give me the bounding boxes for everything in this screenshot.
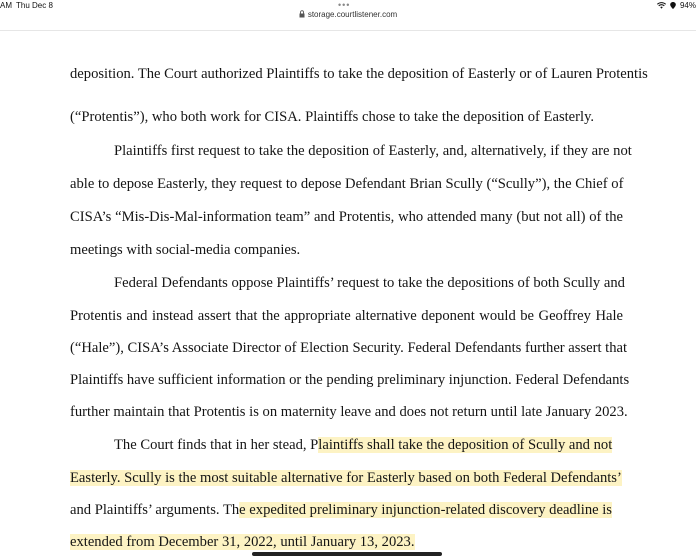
highlighted-line — [70, 468, 623, 488]
plain-text: The Court finds that in her stead, P — [114, 437, 319, 453]
highlight-text: laintiffs shall take the deposition of Scully and not — [318, 437, 613, 453]
home-indicator[interactable] — [252, 552, 442, 556]
lock-icon — [299, 10, 305, 18]
highlighted-line — [70, 435, 623, 455]
highlighted-line — [70, 500, 623, 520]
document-line: able to depose Easterly, they request to depose Defendant Brian Scully (“Scully”), the Chief of — [70, 176, 624, 192]
url-text: storage.courtlistener.com — [307, 10, 398, 19]
document-line: Plaintiffs have sufficient information or the pending preliminary injunction. Federal Defendants — [70, 372, 630, 388]
page-divider — [0, 30, 696, 31]
document-line: Federal Defendants oppose Plaintiffs’ request to take the depositions of both Scully and — [114, 275, 625, 291]
plain-text: and Plaintiffs’ arguments. Th — [70, 502, 240, 518]
document-line: meetings with social-media companies. — [70, 242, 301, 258]
highlight-text: extended from December 31, 2022, until January 13, 2023. — [70, 534, 415, 550]
wifi-icon — [657, 2, 666, 9]
status-date: Thu Dec 8 — [16, 1, 53, 10]
highlight-text: Easterly. Scully is the most suitable alternative for Easterly based on both Federal Defendants’ — [70, 470, 622, 486]
document-line: Protentis and instead assert that the appropriate alternative deponent would be Geoffrey Hale — [70, 308, 623, 324]
location-icon — [670, 2, 676, 9]
document-line: further maintain that Protentis is on maternity leave and does not return until late January 2023. — [70, 404, 628, 420]
highlighted-line — [70, 532, 623, 552]
document-line: (“Hale”), CISA’s Associate Director of Election Security. Federal Defendants further assert that — [70, 340, 628, 356]
address-bar[interactable] — [0, 10, 696, 24]
highlight-text: e expedited preliminary injunction-related discovery deadline is — [239, 502, 612, 518]
document-line: (“Protentis”), who both work for CISA. Plaintiffs chose to take the deposition of Easterly. — [70, 109, 595, 125]
document-line: CISA’s “Mis-Dis-Mal-information team” and Protentis, who attended many (but not all) of the — [70, 209, 623, 225]
browser-menu-dots[interactable]: ••• — [338, 0, 351, 10]
status-time: AM — [0, 1, 12, 10]
document-line: Plaintiffs first request to take the deposition of Easterly, and, alternatively, if they are not — [114, 143, 632, 159]
document-line: deposition. The Court authorized Plaintiffs to take the deposition of Easterly or of Lauren Protentis — [70, 66, 648, 82]
battery-percentage: 94% — [679, 1, 696, 10]
status-indicators — [657, 1, 696, 10]
